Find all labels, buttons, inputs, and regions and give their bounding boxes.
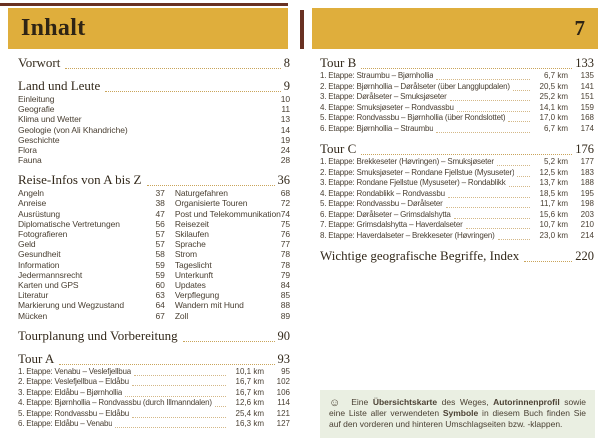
toc-heading <box>320 142 594 157</box>
toc-section-reise-infos-von-a-bis-z <box>18 173 290 320</box>
toc-entry-label: Geografie <box>18 104 55 115</box>
toc-entry-page: 14 <box>280 124 290 135</box>
az-column-left <box>18 188 165 320</box>
toc-section-tour-a <box>18 352 290 430</box>
toc-entry-page: 88 <box>280 300 290 311</box>
note-bold-term: Symbole <box>442 408 479 418</box>
tour-stage <box>320 231 594 242</box>
toc-entry-label: Reisezeit <box>174 218 209 229</box>
stage-distance: 16,7 km <box>235 377 264 387</box>
toc-entry-page: 74 <box>280 208 290 219</box>
tour-stage <box>18 377 290 388</box>
tour-stage <box>320 92 594 103</box>
toc-entry-label: Verpflegung <box>174 290 220 301</box>
spine-shadow <box>300 10 304 49</box>
toc-entry <box>18 104 290 114</box>
toc-entry <box>175 249 290 259</box>
tour-stage <box>320 103 594 114</box>
tour-stage <box>18 419 290 430</box>
toc-entry-page: 59 <box>155 269 165 280</box>
toc-entry-label: Organisierte Touren <box>174 198 248 209</box>
toc-heading <box>320 249 594 264</box>
stage-distance: 12,5 km <box>539 167 568 177</box>
page-edge-line <box>0 3 288 6</box>
toc-entry <box>175 311 290 321</box>
toc-entry-page: 58 <box>155 249 165 260</box>
note-bold-term: Übersichtskarte <box>372 397 438 407</box>
toc-heading <box>320 56 594 71</box>
stage-label: 3. Etappe: Dørålseter – Smuksjøseter <box>320 92 447 101</box>
toc-entry <box>175 270 290 280</box>
toc-entry-page: 72 <box>280 198 290 209</box>
stage-label: 8. Etappe: Haverdalseter – Brekkeseter (Høvringen) <box>320 230 495 240</box>
stage-label: 1. Etappe: Straumbu – Bjørnhollia <box>320 71 434 80</box>
toc-heading-page: 90 <box>277 328 290 343</box>
stage-distance: 25,2 km <box>539 92 568 101</box>
toc-entry-page: 85 <box>280 290 290 301</box>
tour-stage <box>18 388 290 399</box>
toc-entry-label: Angeln <box>18 188 44 199</box>
stage-distance: 11,7 km <box>540 199 568 208</box>
toc-heading-page: 220 <box>575 249 594 263</box>
stage-distance: 17,0 km <box>539 113 568 122</box>
toc-entry-label: Information <box>18 259 60 270</box>
toc-entry-label: Updates <box>174 279 206 290</box>
stage-page: 168 <box>580 113 594 122</box>
toc-entry <box>18 260 165 270</box>
toc-entry-label: Unterkunft <box>174 269 214 280</box>
stage-label: 6. Etappe: Bjørnhollia – Straumbu <box>320 123 434 133</box>
dotted-leader <box>498 239 530 240</box>
stage-label: 2. Etappe: Smuksjøseter – Rondane Fjellstue (Mysuseter) <box>320 167 515 177</box>
dotted-leader <box>508 121 530 122</box>
stage-distance: 20,5 km <box>539 81 568 91</box>
toc-heading-label: Reise-Infos von A bis Z <box>18 172 142 188</box>
stage-label: 7. Etappe: Grimsdalshytta – Haverdalseter <box>320 220 463 229</box>
dotted-leader <box>436 79 530 80</box>
dotted-leader <box>466 228 530 229</box>
toc-entry-label: Naturgefahren <box>174 188 228 199</box>
header-bar-left <box>8 8 288 49</box>
stage-label: 1. Etappe: Venabu – Veslefjellbua <box>18 366 132 376</box>
dotted-leader <box>132 417 226 418</box>
toc-entry-label: Literatur <box>18 290 49 301</box>
toc-entry <box>175 199 290 209</box>
stage-distance: 6,7 km <box>543 71 568 80</box>
toc-entry-label: Geschichte <box>18 134 60 145</box>
tour-stage <box>320 220 594 231</box>
stage-distance: 13,7 km <box>539 178 568 187</box>
toc-heading <box>18 352 290 367</box>
dotted-leader <box>509 186 530 187</box>
toc-entry <box>175 300 290 310</box>
toc-entry-page: 57 <box>155 239 165 250</box>
dotted-leader <box>134 375 226 376</box>
stage-page: 210 <box>580 220 594 229</box>
toc-entry <box>18 280 165 290</box>
toc-entry <box>175 239 290 249</box>
toc-heading-label: Tour C <box>320 141 357 156</box>
dotted-leader <box>524 261 572 262</box>
toc-entry <box>18 219 165 229</box>
toc-entry-label: Geologie (von Ali Khandriche) <box>18 124 128 135</box>
toc-entry-page: 89 <box>280 310 290 321</box>
toc-entry-label: Wandern mit Hund <box>174 300 244 311</box>
toc-heading <box>18 173 290 188</box>
toc-entry <box>18 249 165 259</box>
tour-stage <box>320 168 594 179</box>
stage-distance: 10,7 km <box>539 220 568 229</box>
stage-distance: 18,5 km <box>539 188 568 198</box>
stage-page: 195 <box>580 188 594 198</box>
toc-entry-page: 67 <box>155 310 165 321</box>
toc-entry-page: 47 <box>155 208 165 219</box>
toc-entry-page: 57 <box>155 229 165 240</box>
toc-entry-label: Diplomatische Vertretungen <box>18 218 120 229</box>
stage-page: 214 <box>580 230 594 240</box>
toc-entry <box>18 188 165 198</box>
toc-entry-page: 28 <box>280 155 290 166</box>
dotted-leader <box>59 364 274 365</box>
dotted-leader <box>125 396 226 397</box>
toc-section-tour-b <box>320 56 594 134</box>
toc-entry-page: 10 <box>280 93 290 104</box>
toc-entry <box>18 125 290 135</box>
dotted-leader <box>450 100 530 101</box>
tour-stage <box>18 409 290 420</box>
toc-entry-page: 78 <box>280 259 290 270</box>
stage-distance: 23,0 km <box>539 230 568 240</box>
toc-entry-label: Einleitung <box>18 93 55 104</box>
tour-stage <box>320 178 594 189</box>
toc-entry-label: Fotografieren <box>18 229 68 240</box>
stage-page: 102 <box>276 377 290 387</box>
toc-left-page <box>18 56 290 430</box>
toc-entry <box>18 311 165 321</box>
toc-entry-page: 19 <box>280 134 290 145</box>
toc-entry-page: 38 <box>155 198 165 209</box>
toc-entry-page: 78 <box>280 249 290 260</box>
toc-entry-label: Geld <box>18 239 36 250</box>
toc-entry-page: 56 <box>155 218 165 229</box>
toc-entry <box>18 155 290 165</box>
stage-label: 1. Etappe: Brekkeseter (Høvringen) – Smuksjøseter <box>320 157 494 166</box>
toc-heading-label: Tourplanung und Vorbereitung <box>18 327 178 343</box>
toc-heading <box>18 79 290 94</box>
tour-stage <box>18 398 290 409</box>
toc-heading-label: Land und Leute <box>18 78 101 93</box>
toc-entry <box>18 239 165 249</box>
toc-entry-label: Zoll <box>174 310 189 321</box>
stage-label: 3. Etappe: Eldåbu – Bjørnhollia <box>18 387 123 397</box>
page-number: 7 <box>574 16 585 40</box>
toc-entry-label: Gesundheit <box>18 249 61 260</box>
dotted-leader <box>446 207 530 208</box>
dotted-leader <box>457 111 530 112</box>
toc-right-page <box>320 56 594 264</box>
toc-entry <box>18 300 165 310</box>
stage-page: 114 <box>277 398 290 408</box>
toc-entry <box>18 209 165 219</box>
toc-entry-label: Flora <box>18 144 37 155</box>
stage-page: 127 <box>276 419 290 429</box>
tour-stage <box>320 113 594 124</box>
toc-entry <box>18 270 165 280</box>
dotted-leader <box>115 427 226 428</box>
toc-heading-page: 36 <box>277 173 290 188</box>
stage-distance: 10,1 km <box>235 366 264 376</box>
stage-page: 159 <box>580 102 594 112</box>
toc-entry <box>18 114 290 124</box>
toc-entry-label: Jedermannsrecht <box>18 269 83 280</box>
toc-entry-page: 75 <box>280 218 290 229</box>
stage-page: 141 <box>580 81 594 91</box>
toc-section-land-und-leute <box>18 79 290 165</box>
toc-entry-page: 60 <box>155 279 165 290</box>
stage-label: 2. Etappe: Bjørnhollia – Dørålseter (über Langglupdalen) <box>320 81 510 91</box>
toc-entry <box>175 229 290 239</box>
toc-entry-page: 76 <box>280 229 290 240</box>
toc-entry-page: 63 <box>155 290 165 301</box>
toc-entry-label: Mücken <box>18 310 48 321</box>
dotted-leader <box>183 341 275 342</box>
stage-page: 188 <box>580 178 594 187</box>
toc-section-tourplanung-und-vorbereitung <box>18 329 290 344</box>
tour-stage <box>320 157 594 168</box>
stage-distance: 14,1 km <box>539 102 568 112</box>
toc-entry-label: Strom <box>174 249 197 260</box>
toc-heading-page: 133 <box>575 56 594 70</box>
stage-page: 177 <box>580 157 594 166</box>
tour-stage <box>320 199 594 210</box>
toc-entry <box>175 209 290 219</box>
note-text <box>329 397 586 429</box>
toc-entry-page: 11 <box>281 104 290 115</box>
page-right <box>300 0 600 443</box>
dotted-leader <box>105 91 280 92</box>
toc-heading-label: Tour B <box>320 55 357 70</box>
toc-entry-label: Tageslicht <box>174 259 212 270</box>
toc-entry-label: Sprache <box>174 239 206 250</box>
toc-entry-page: 13 <box>280 114 290 125</box>
toc-entry-page: 24 <box>280 144 290 155</box>
note-text-segment: sowie eine Liste aller verwendeten <box>329 397 587 418</box>
stage-label: 4. Etappe: Bjørnhollia – Rondvassbu (durch Illmanndalen) <box>18 398 212 408</box>
tour-stage <box>320 189 594 200</box>
page-title: Inhalt <box>21 15 86 41</box>
toc-entry-label: Klima und Wetter <box>18 114 82 125</box>
tour-stage <box>320 124 594 135</box>
toc-entry-page: 64 <box>155 300 165 311</box>
stage-label: 5. Etappe: Rondvassbu – Bjørnhollia (über Rondslottet) <box>320 113 506 122</box>
stage-page: 106 <box>276 387 290 397</box>
az-column-right <box>175 188 290 320</box>
dotted-leader <box>65 68 280 69</box>
dotted-leader <box>517 176 530 177</box>
toc-entry <box>175 219 290 229</box>
dotted-leader <box>361 154 572 155</box>
az-columns <box>18 188 290 320</box>
note-box <box>320 390 595 438</box>
toc-entry-page: 68 <box>280 188 290 199</box>
note-bold-term: Autorinnenprofil <box>493 397 560 407</box>
dotted-leader <box>215 406 226 407</box>
toc-heading-page: 176 <box>575 142 594 156</box>
stage-distance: 16,7 km <box>235 387 264 397</box>
stage-label: 3. Etappe: Rondane Fjellstue (Mysuseter) – Rondablikk <box>320 178 506 187</box>
dotted-leader <box>513 90 530 91</box>
toc-entry-label: Markierung und Wegzustand <box>18 300 125 311</box>
header-bar-right <box>312 8 598 49</box>
stage-page: 95 <box>281 366 290 376</box>
toc-entry-page: 59 <box>155 259 165 270</box>
note-text-segment: in diesem Buch finden Sie auf den vorderen und hinteren Umschlagseiten bzw. -klappen. <box>329 408 586 429</box>
stage-distance: 5,2 km <box>543 157 568 166</box>
toc-entry-label: Karten und GPS <box>18 279 79 290</box>
stage-label: 4. Etappe: Rondablikk – Rondvassbu <box>320 188 445 198</box>
toc-heading-page: 8 <box>283 56 290 70</box>
stage-label: 6. Etappe: Dørålseter – Grimsdalshytta <box>320 209 451 219</box>
note-text-segment: des Weges, <box>437 397 494 407</box>
tour-stage <box>320 210 594 221</box>
toc-entry <box>18 290 165 300</box>
dotted-leader <box>361 68 572 69</box>
dotted-leader <box>436 132 530 133</box>
stage-distance: 16,3 km <box>235 419 264 429</box>
stage-distance: 12,6 km <box>235 398 264 408</box>
stage-label: 4. Etappe: Smuksjøseter – Rondvassbu <box>320 102 454 112</box>
stage-page: 203 <box>580 209 594 219</box>
stage-label: 6. Etappe: Eldåbu – Venabu <box>18 419 113 429</box>
toc-entry <box>175 260 290 270</box>
toc-heading-page: 93 <box>277 351 290 366</box>
dotted-leader <box>448 197 530 198</box>
dotted-leader <box>497 165 530 166</box>
smiley-icon: ☺ <box>329 397 341 409</box>
stage-page: 174 <box>580 123 594 133</box>
tour-stage <box>320 82 594 93</box>
toc-heading <box>18 56 290 71</box>
toc-entry <box>175 188 290 198</box>
stage-label: 5. Etappe: Rondvassbu – Dørålseter <box>320 199 443 208</box>
toc-entry-label: Anreise <box>18 198 47 209</box>
stage-label: 5. Etappe: Rondvassbu – Eldåbu <box>18 408 129 418</box>
stage-distance: 25,4 km <box>235 408 264 418</box>
toc-section-wichtige-geografische-begriffe-index <box>320 249 594 264</box>
toc-entry <box>18 199 165 209</box>
stage-page: 135 <box>580 71 594 80</box>
toc-entry <box>18 135 290 145</box>
stage-page: 183 <box>580 167 594 177</box>
toc-entry-page: 37 <box>155 188 165 199</box>
toc-section-tour-c <box>320 142 594 241</box>
toc-entry <box>175 290 290 300</box>
tour-stage <box>18 367 290 378</box>
dotted-leader <box>147 185 275 186</box>
stage-distance: 15,6 km <box>539 209 568 219</box>
toc-entry <box>175 280 290 290</box>
toc-heading-label: Tour A <box>18 350 55 366</box>
toc-entry-label: Ausrüstung <box>18 208 60 219</box>
dotted-leader <box>454 218 530 219</box>
toc-heading <box>18 329 290 344</box>
toc-heading-label: Vorwort <box>18 55 61 70</box>
toc-entry <box>18 229 165 239</box>
stage-label: 2. Etappe: Veslefjellbua – Eldåbu <box>18 377 129 387</box>
stage-page: 151 <box>580 92 594 101</box>
stage-page: 198 <box>580 199 594 208</box>
toc-entry <box>18 94 290 104</box>
dotted-leader <box>132 385 226 386</box>
stage-page: 121 <box>276 408 290 418</box>
toc-entry-page: 77 <box>280 239 290 250</box>
stage-distance: 6,7 km <box>543 123 568 133</box>
toc-entry-label: Skilaufen <box>174 229 209 240</box>
toc-entry-page: 79 <box>280 269 290 280</box>
toc-section-vorwort <box>18 56 290 71</box>
toc-entry-page: 84 <box>280 279 290 290</box>
tour-stage <box>320 71 594 82</box>
note-text-segment: Eine <box>351 397 373 407</box>
toc-heading-page: 9 <box>283 79 290 93</box>
toc-entry-label: Fauna <box>18 155 42 166</box>
toc-entry-label: Post und Telekommunikation <box>174 208 281 219</box>
toc-heading-label: Wichtige geografische Begriffe, Index <box>320 248 520 263</box>
toc-entry <box>18 145 290 155</box>
